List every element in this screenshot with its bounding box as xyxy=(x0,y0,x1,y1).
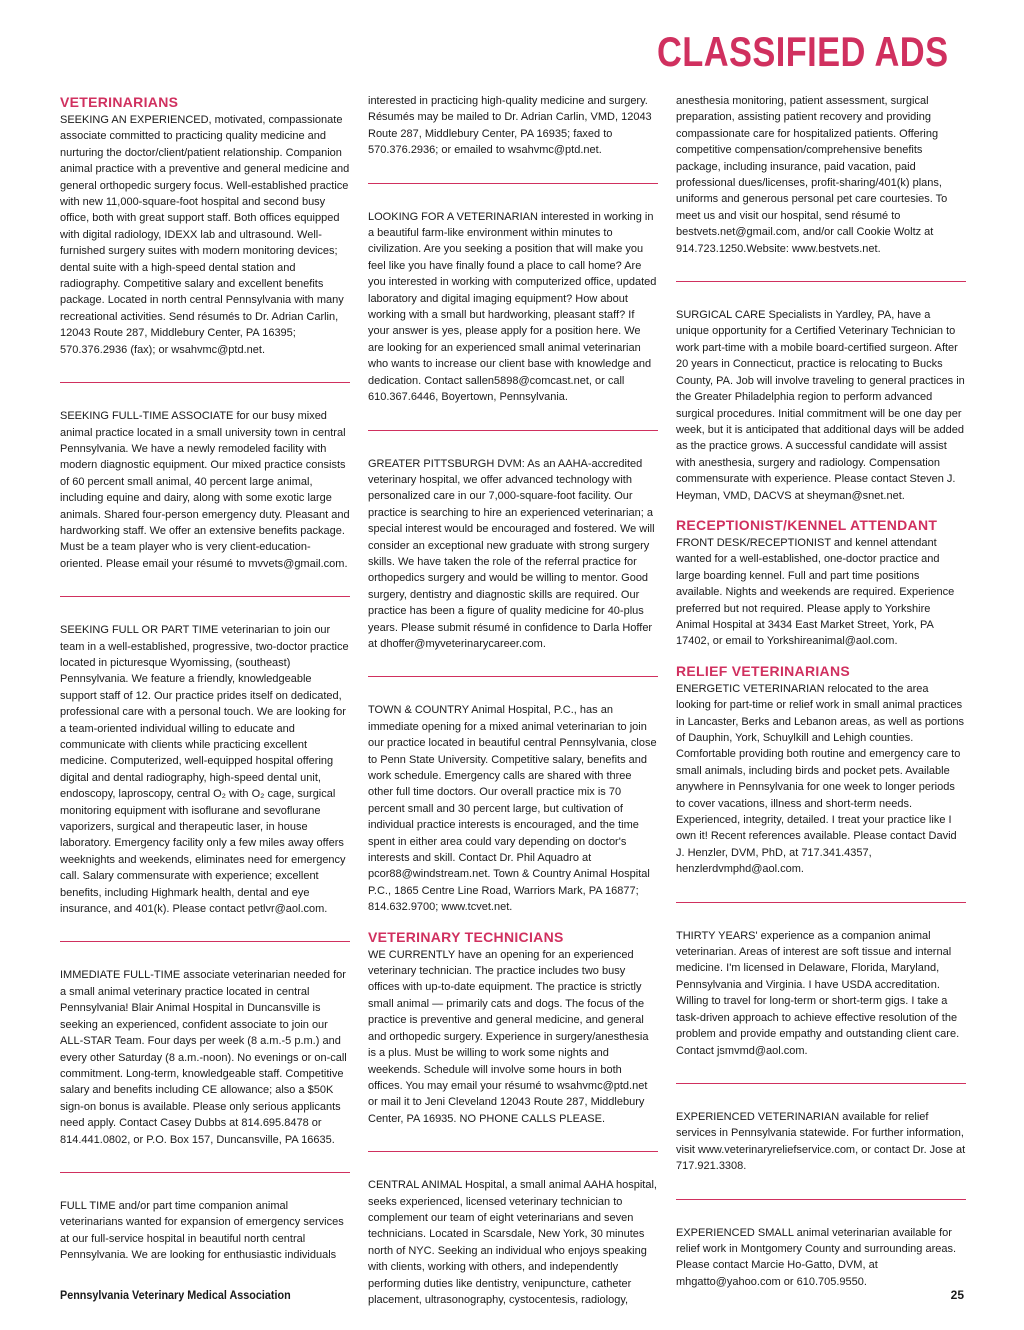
section-spacer xyxy=(368,916,658,928)
ad-divider xyxy=(368,430,658,431)
classified-ad: LOOKING FOR A VETERINARIAN interested in working in a beautiful farm-like environment within minutes to civilization. Are you seeking a position that will make you feel like you have finally found a place to call home? Are you interested in working with computerized office, updated laboratory and digital imaging equipment? How about working with a small but hardworking, pleasant staff? If your answer is yes, please apply for a position here. We are looking for an experienced small animal veterinarian who wants to increase our client base with knowledge and dedication. Contact sallen5898@comcast.net, or call 610.367.6446, Boyertown, Pennsylvania. xyxy=(368,210,657,404)
classified-ad: SEEKING FULL OR PART TIME veterinarian to join our team in a well-established, progressive, two-doctor practice located in picturesque Wyomissing, (southeast) Pennsylvania. We feature a friendly, knowledgeable support staff of 12. Our practice prides itself on dedicated, professional care with a personal touch. We are looking for a team-oriented individual willing to educate and communicate with clients while practicing excellent medicine. Computerized, well-equipped hospital offering digital and dental radiography, high-speed dental unit, endoscopy, laproscopy, central O₂ with O₂ cage, surgical monitoring equipment with isoflurane and sevoflurane vaporizers, surgical and therapeutic laser, in house laboratory. Emergency facility only a few miles away offers weeknights and weekends, eliminates need for emergency call. Salary commensurate with experience; excellent benefits, including Highmark health, dental and eye insurance, and 401(k). Please contact petlvr@aol.com. xyxy=(60,624,349,916)
ad-divider xyxy=(676,1199,966,1200)
page-title: CLASSIFIED ADS xyxy=(656,28,948,75)
section-spacer xyxy=(676,650,966,662)
ad-divider xyxy=(368,183,658,184)
section-heading-veterinarians: VETERINARIANS xyxy=(60,94,179,110)
ad-divider xyxy=(676,281,966,282)
section-spacer xyxy=(676,504,966,516)
classified-ad: interested in practicing high-quality medicine and surgery. Résumés may be mailed to Dr. Adrian Carlin, VMD, 12043 Route 287, Middlebury Center, PA 16935; faxed to 570.376.2936; or emailed to wsahvmc@ptd.net. xyxy=(368,95,652,157)
ad-divider xyxy=(676,902,966,903)
classified-ad: TOWN & COUNTRY Animal Hospital, P.C., has an immediate opening for a mixed animal veterinarian to join our practice located in beautiful central Pennsylvania, close to Penn State University. Competitive salary, benefits and work schedule. Emergency calls are shared with three other full time doctors. Our overall practice mix is 70 percent small and 30 percent large, but cultivation of individual practice interests is encouraged, and the time spent in either area could vary depending on doctor's interests and skill. Contact Dr. Phil Aquadro at pcor88@windstream.net. Town & Country Animal Hospital P.C., 1865 Centre Line Road, Warriors Mark, PA 16877; 814.632.9700; www.tcvet.net. xyxy=(368,704,657,914)
classified-ad: SURGICAL CARE Specialists in Yardley, PA, have a unique opportunity for a Certified Veterinary Technician to work part-time with a mobile board-certified surgeon. After 20 years in Connecticut, practice is relocating to Bucks County, PA. Job will involve traveling to general practices in the Greater Philadelphia region to perform advanced surgical procedures. Initial commitment will be one day per week, but it is anticipated that additional days will be added as the practice grows. A successful candidate will assist with anesthesia, surgery and radiology. Compensation commensurate with experience. Please contact Steven J. Heyman, VMD, DACVS at sheyman@snet.net. xyxy=(676,309,965,502)
column-2 xyxy=(368,93,658,1306)
ad-divider xyxy=(60,1172,350,1173)
page-footer xyxy=(60,1287,964,1305)
section-heading-relief-veterinarians: RELIEF VETERINARIANS xyxy=(676,662,851,679)
section-heading-veterinary-technicians: VETERINARY TECHNICIANS xyxy=(368,928,564,945)
classified-ad: EXPERIENCED VETERINARIAN available for relief services in Pennsylvania statewide. For further information, visit www.veterinaryreliefservice.com, or contact Dr. Jose at 717.921.3308. xyxy=(676,1110,966,1173)
ad-divider xyxy=(368,676,658,677)
classified-ad: WE CURRENTLY have an opening for an experienced veterinary technician. The practice includes two busy offices with up-to-date equipment. The practice is strictly small animal — primarily cats and dogs. The focus of the practice is preventive and general medicine, and general and orthopedic surgery. Experience in surgery/anesthesia is a plus. Must be willing to work some nights and weekends. Schedule will involve some hours in both offices. You may email your résumé to wsahvmc@ptd.net or mail it to Jeni Cleveland 12043 Route 287, Middlebury Center, PA 16935. NO PHONE CALLS PLEASE. xyxy=(368,948,649,1125)
classified-ad: CENTRAL ANIMAL Hospital, a small animal AAHA hospital, seeks experienced, licensed veterinary technician to complement our team of eight veterinarians and seven technicians. Located in Scarsdale, New York, 30 minutes north of NYC. Seeking an individual who enjoys speaking with clients, working with others, and independently performing duties like dentistry, venipuncture, catheter placement, ultrasonography, cystocentesis, radiology, xyxy=(368,1179,657,1306)
classified-ad: FRONT DESK/RECEPTIONIST and kennel attendant wanted for a well-established, one-doctor practice and large boarding kennel. Full and part time positions available. Nights and weekends are required. Experience preferred but not required. Please apply to Yorkshire Animal Hospital at 3434 East Market Street, York, PA 17402, or email to Yorkshireanimal@aol.com. xyxy=(676,536,955,648)
classified-ad: anesthesia monitoring, patient assessment, surgical preparation, assisting patient recovery and providing compassionate care for hospitalized patients. Offering competitive compensation/comprehensive benefits package, including insurance, paid vacation, paid professional dues/licenses, profit-sharing/401(k) plans, uniforms and generous personal pet care courtesies. To meet us and visit our hospital, send résumé to bestvets.net@gmail.com, and/or call Cookie Woltz at 914.723.1250.Website: www.bestvets.net. xyxy=(676,95,948,255)
column-1 xyxy=(60,93,350,1273)
classified-ad: GREATER PITTSBURGH DVM: As an AAHA-accredited veterinary hospital, we offer advanced technology with personalized care in our 7,000-square-foot facility. Our practice is searching to hire an experienced veterinarian; a special interest would be encouraged and fostered. We will consider an exceptional new graduate with strong surgery skills. We have taken the role of the referral practice for orthopedics surgery and would be willing to mentor. Good surgery, dentistry and diagnostic skills are required. Our practice has been a figure of quality medicine for 40-plus years. Please submit résumé in confidence to Darla Hoffer at dhoffer@myveterinarycareer.com. xyxy=(368,457,655,650)
ad-divider xyxy=(676,1083,966,1084)
section-heading-receptionist-kennel-attendant: RECEPTIONIST/KENNEL ATTENDANT xyxy=(676,516,938,533)
classified-ad: SEEKING FULL-TIME ASSOCIATE for our busy mixed animal practice located in a small university town in central Pennsylvania. We have a newly remodeled facility with modern diagnostic equipment. Our mixed practice consists of 60 percent small animal, 40 percent large animal, including equine and dairy, along with some exotic large animals. Shared four-person emergency duty. Pleasant and hardworking staff. We offer an extensive benefits package. Must be a team player who is very client-education-oriented. Please email your résumé to mvvets@gmail.com. xyxy=(60,410,350,570)
ad-divider xyxy=(60,382,350,383)
page-number: 25 xyxy=(950,1288,964,1302)
classified-ad: THIRTY YEARS' experience as a companion animal veterinarian. Areas of interest are soft tissue and internal medicine. I'm licensed in Delaware, Florida, Maryland, Pennsylvania and Virginia. I have USDA accreditation. Willing to travel for long-term or short-term gigs. I take a task-driven approach to achieve effective resolution of the problem and provide empathy and outstanding client care. Contact jsmvmd@aol.com. xyxy=(676,929,960,1057)
classified-ad: FULL TIME and/or part time companion animal veterinarians wanted for expansion of emergency services at our full-service hospital in beautiful north central Pennsylvania. We are looking for enthusiastic individuals xyxy=(60,1199,344,1262)
ad-divider xyxy=(60,941,350,942)
classified-ad: EXPERIENCED SMALL animal veterinarian available for relief work in Montgomery County and surrounding areas. Please contact Marcie Ho-Gatto, DVM, at mhgatto@yahoo.com or 610.705.9550. xyxy=(676,1226,957,1288)
ad-divider xyxy=(368,1151,658,1152)
classified-ad: ENERGETIC VETERINARIAN relocated to the area looking for part-time or relief work in small animal practices in Lancaster, Berks and Lebanon areas, as well as portions of Dauphin, York, Schuylkill and Lehigh counties. Comfortable providing both routine and emergency care to small animals, including birds and pocket pets. Available anywhere in Pennsylvania for one week to longer periods to cover vacations, illness and short-term needs. Experienced, integrity, detailed. I treat your practice like I own it! Recent references available. Please contact David J. Henzler, DVM, PhD, at 717.341.4357, henzlerdvmphd@aol.com. xyxy=(676,682,965,876)
ad-divider xyxy=(60,596,350,597)
classified-ad: IMMEDIATE FULL-TIME associate veterinarian needed for a small animal veterinary practice located in central Pennsylvania! Blair Animal Hospital in Duncansville is seeking an experienced, confident associate to join our ALL-STAR Team. Four days per week (8 a.m.-5 p.m.) and every other Saturday (8 a.m.-noon). No evenings or on-call commitment. Long-term, knowledgeable staff. Competitive salary and benefits including CE allowance; also a $50K sign-on bonus is available. Please only serious applicants need apply. Contact Casey Dubbs at 814.695.8478 or 814.441.0802, or P.O. Box 157, Duncansville, PA 16635. xyxy=(60,969,347,1146)
classified-ad: SEEKING AN EXPERIENCED, motivated, compassionate associate committed to practicing quality medicine and nurturing the doctor/client/patient relationship. Companion animal practice with a preventive and general medicine and general orthopedic surgery focus. Well-established practice with new 11,000-square-foot hospital and second busy office, both with great support staff. Both offices equipped with digital radiology, IDEXX lab and ultrasound. Well-furnished surgery suites with modern monitoring devices; dental suite with a high-speed dental station and radiography. Competitive salary and excellent benefits package. Located in north central Pennsylvania with many recreational activities. Send résumés to Dr. Adrian Carlin, 12043 Route 287, Middlebury Center, PA 16395; 570.376.2936 (fax); or wsahvmc@ptd.net. xyxy=(60,114,350,356)
column-3 xyxy=(676,93,966,1288)
publication-name: Pennsylvania Veterinary Medical Association xyxy=(60,1288,291,1302)
